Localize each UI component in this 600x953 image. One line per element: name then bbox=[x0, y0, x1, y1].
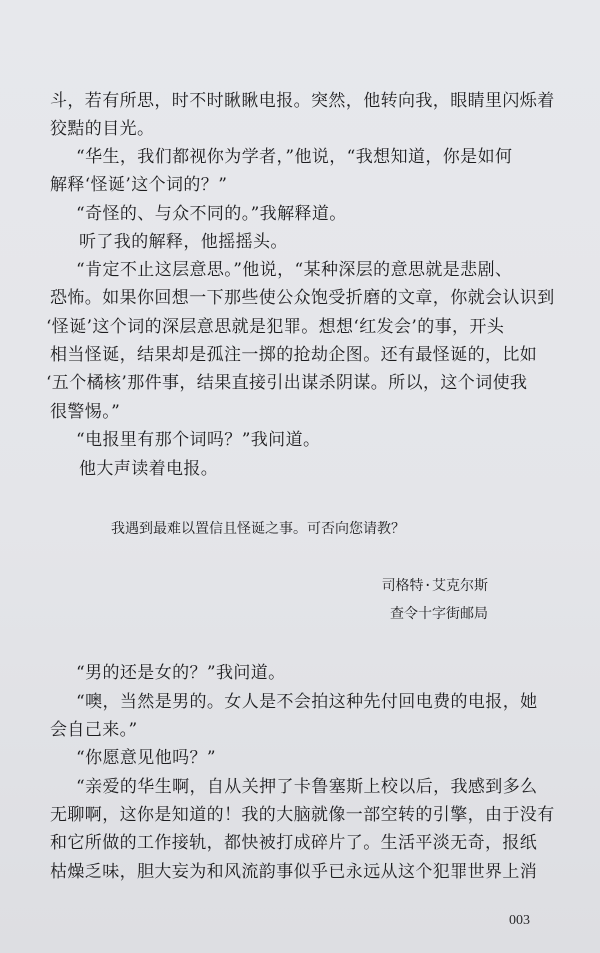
body-line: 听了我的解释，他摇摇头。 bbox=[79, 232, 288, 252]
body-line: “肯定不止这层意思。”他说，“某种深层的意思就是悲剧、 bbox=[76, 260, 513, 280]
body-line: “噢，当然是男的。女人是不会拍这种先付回电费的电报，她 bbox=[76, 692, 538, 712]
body-line: 和它所做的工作接轨，都快被打成碎片了。生活平淡无奇，报纸 bbox=[50, 833, 538, 853]
body-line: 相当怪诞，结果却是孤注一掷的抢劫企图。还有最怪诞的，比如 bbox=[50, 345, 538, 365]
body-line: “奇怪的、与众不同的。”我解释道。 bbox=[76, 204, 347, 224]
body-line: “亲爱的华生啊，自从关押了卡鲁塞斯上校以后，我感到多么 bbox=[76, 777, 538, 797]
body-line: ‘怪诞’这个词的深层意思就是犯罪。想想‘红发会’的事，开头 bbox=[46, 317, 505, 337]
body-line: 他大声读着电报。 bbox=[79, 459, 219, 479]
body-line: “电报里有那个词吗？”我问道。 bbox=[76, 430, 321, 450]
body-line: “男的还是女的？”我问道。 bbox=[76, 663, 286, 683]
telegram-text: 我遇到最难以置信且怪诞之事。可否向您请教？ bbox=[111, 521, 405, 537]
telegram-signature-name: 司格特·艾克尔斯 bbox=[381, 578, 488, 594]
body-line: “华生，我们都视你为学者，”他说，“我想知道，你是如何 bbox=[76, 147, 513, 167]
body-line: 无聊啊，这你是知道的！我的大脑就像一部空转的引擎，由于没有 bbox=[50, 805, 555, 825]
body-line: 解释‘怪诞’这个词的？” bbox=[50, 175, 228, 195]
telegram-signature-place: 查令十字街邮局 bbox=[390, 606, 488, 622]
body-line: 很警惕。” bbox=[50, 402, 121, 422]
page-number: 003 bbox=[509, 913, 530, 928]
body-line: 狡黠的目光。 bbox=[50, 119, 155, 139]
body-line: 会自己来。” bbox=[50, 720, 138, 740]
body-line: “你愿意见他吗？” bbox=[76, 748, 216, 768]
body-line: 斗，若有所思，时不时瞅瞅电报。突然，他转向我，眼睛里闪烁着 bbox=[50, 91, 555, 111]
body-line: ‘五个橘核’那件事，结果直接引出谋杀阴谋。所以，这个词使我 bbox=[46, 373, 528, 393]
body-line: 枯燥乏味，胆大妄为和风流韵事似乎已永远从这个犯罪世界上消 bbox=[50, 862, 538, 882]
body-line: 恐怖。如果你回想一下那些使公众饱受折磨的文章，你就会认识到 bbox=[50, 288, 555, 308]
